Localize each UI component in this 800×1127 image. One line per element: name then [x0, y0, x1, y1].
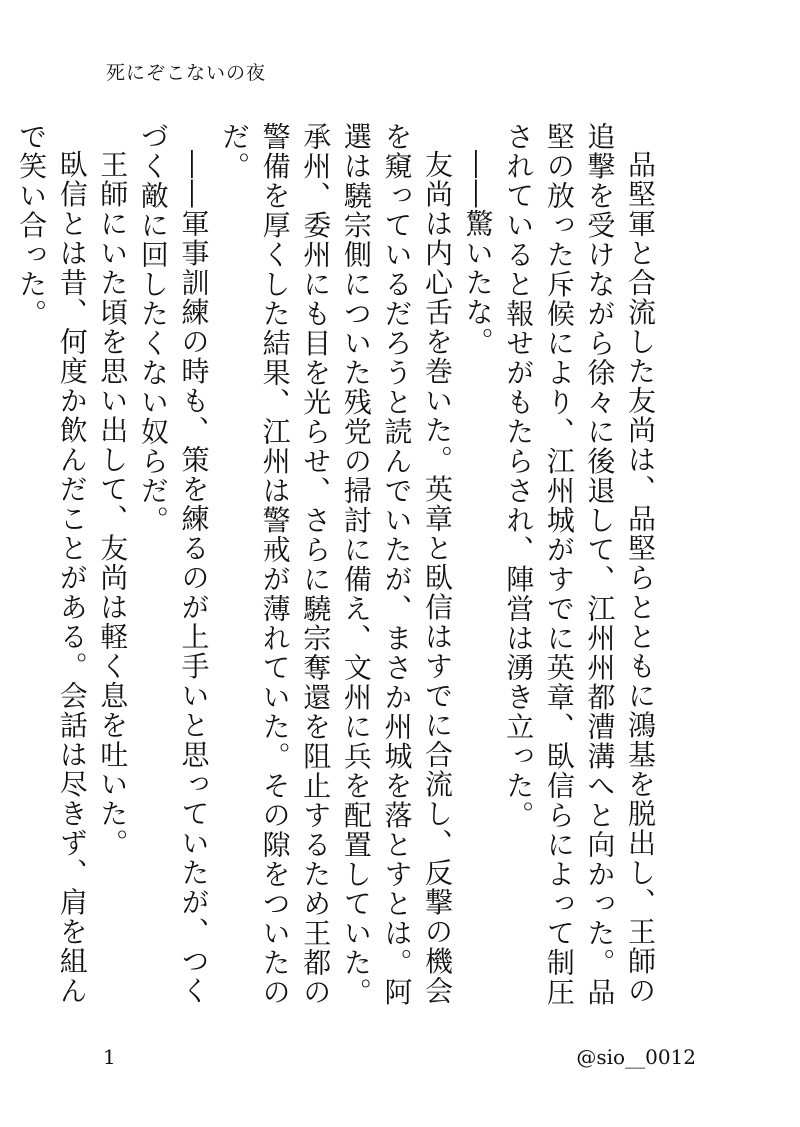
author-handle: @sio__0012 [576, 1045, 696, 1069]
page-number: 1 [103, 1045, 116, 1069]
paragraph: 品堅軍と合流した友尚は、品堅らとともに鴻基を脱出し、王師の追撃を受けながら徐々に後退して、江州州都漕溝へと向かった。品堅の放った斥候により、江州城がすでに英章、臥信らによって制圧されていると報せがもたらされ、陣営は湧き立った。 [502, 122, 657, 1007]
running-title: 死にぞこないの夜 [106, 62, 267, 84]
paragraph: 友尚は内心舌を巻いた。英章と臥信はすでに合流し、反撃の機会を窺っているだろうと読んでいたが、まさか州城を落とすとは。阿選は驍宗側についた残党の掃討に備え、文州に兵を配置していた。承州、委州にも目を光らせ、さらに驍宗奪還を阻止するため王都の警備を厚くした結果、江州は警戒が薄れていた。その隙をついたのだ。 [218, 122, 455, 1007]
paragraph: ――驚いたな。 [461, 150, 495, 357]
paragraph: ――軍事訓練の時も、策を練るのが上手いと思っていたが、つくづく敵に回したくない奴らだ。 [136, 122, 211, 1006]
paragraph: 王師にいた頃を思い出して、友尚は軽く息を吐いた。 [96, 150, 130, 858]
paragraph: 臥信とは昔、何度か飲んだことがある。会話は尽きず、肩を組んで笑い合った。 [15, 122, 89, 1006]
vertical-body-text [15, 122, 660, 1020]
